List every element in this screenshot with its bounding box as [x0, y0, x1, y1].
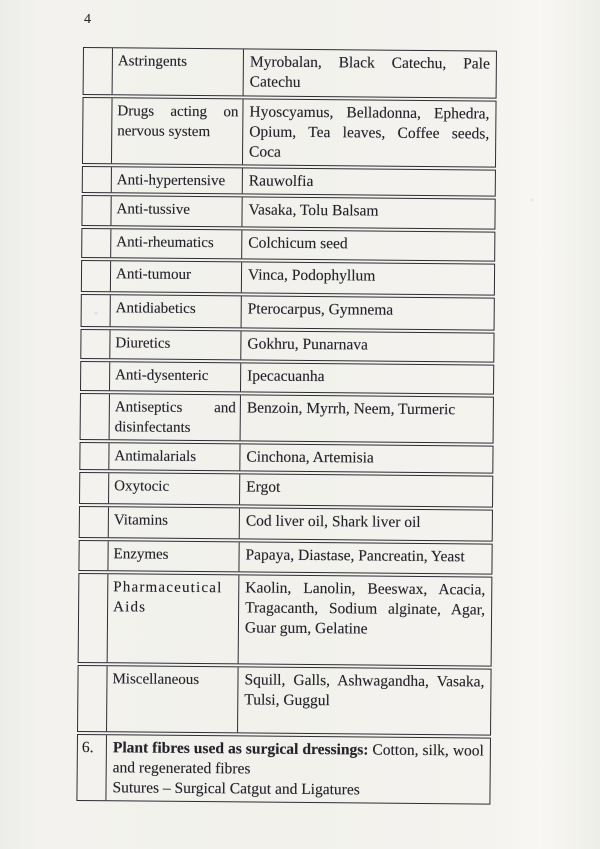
table-row — [81, 228, 495, 262]
category-cell: Anti-rheumatics — [111, 229, 242, 258]
row-number-cell — [81, 362, 110, 390]
category-cell: Anti-tumour — [111, 261, 242, 292]
category-cell: Enzymes — [108, 541, 239, 571]
table-row — [83, 47, 497, 99]
category-cell: Miscellaneous — [107, 666, 239, 732]
row-number-cell — [83, 98, 113, 163]
category-cell: Pharmaceutical Aids — [108, 574, 240, 663]
examples-cell: Ergot — [246, 478, 281, 496]
table-row — [81, 195, 495, 230]
examples-cell: Rauwolfia — [248, 172, 314, 191]
examples-cell: Cod liver oil, Shark liver oil — [245, 512, 421, 531]
examples-cell: Benzoin, Myrrh, Neem, Turmeric — [246, 399, 456, 419]
table-row — [82, 97, 497, 168]
examples-cell: Vasaka, Tolu Balsam — [248, 201, 379, 220]
category-cell: Drugs acting on nervous system — [112, 98, 244, 164]
category-cell: Anti-tussive — [111, 196, 242, 226]
item-6-line1 — [113, 738, 484, 781]
row-number-cell — [81, 394, 110, 439]
table-row — [82, 166, 496, 197]
table-row — [81, 260, 495, 296]
category-cell: Anti-dysenteric — [110, 362, 241, 391]
examples-cell: Ipecacuanha — [247, 367, 325, 386]
item-6-heading: Plant fibres used as surgical dressings: — [112, 739, 369, 759]
row-number-cell — [82, 261, 111, 291]
row-number-cell — [83, 167, 112, 192]
category-cell: Antiseptics and disinfectants — [110, 394, 241, 440]
examples-cell: Cinchona, Artemisia — [246, 448, 374, 467]
table-row — [79, 472, 493, 508]
row-number-cell — [82, 229, 111, 257]
category-cell: Anti-hypertensive — [112, 167, 243, 193]
row-number-cell — [79, 541, 108, 570]
table-body — [77, 47, 497, 736]
item-6-heading-continuation: Cotton, silk, wool and regenerated fibres — [112, 741, 484, 778]
row-number-cell — [78, 666, 108, 731]
examples-cell: Myrobalan, Black Catechu, Pale Catechu — [249, 53, 490, 91]
category-cell: Antimalarials — [109, 443, 240, 470]
item-6-text-cell — [106, 735, 490, 803]
category-cell: Antidiabetics — [111, 295, 242, 327]
table-row — [78, 573, 493, 667]
table-row — [79, 442, 493, 474]
examples-cell: Gokhru, Punarnava — [247, 335, 369, 354]
examples-cell: Pterocarpus, Gymnema — [247, 300, 394, 319]
table-row — [81, 294, 495, 331]
page-number: 4 — [84, 12, 91, 27]
category-cell: Diuretics — [110, 330, 241, 359]
examples-cell: Squill, Galls, Ashwagandha, Vasaka, Tulsi, Guggul — [244, 671, 485, 710]
table-row — [80, 393, 494, 444]
examples-cell: Papaya, Diastase, Pancreatin, Yeast — [245, 546, 465, 566]
table-row — [77, 665, 492, 736]
row-number-cell — [80, 507, 109, 537]
table-row — [79, 506, 493, 542]
item-6-line2: Sutures – Surgical Catgut and Ligatures — [112, 779, 360, 799]
examples-cell: Hyoscyamus, Belladonna, Ephedra, Opium, Tea leaves, Coffee seeds, Coca — [249, 103, 490, 161]
table-row — [78, 540, 492, 575]
row-number-cell — [80, 473, 109, 503]
examples-cell: Vinca, Podophyllum — [247, 266, 376, 285]
category-cell: Oxytocic — [109, 473, 240, 504]
row-number-cell — [82, 196, 111, 225]
row-number-cell — [80, 443, 109, 469]
row-number-cell — [79, 574, 109, 662]
table-row-item-6 — [76, 734, 491, 805]
row-number-cell — [81, 330, 110, 358]
table-row — [80, 361, 494, 395]
drug-sources-table — [76, 47, 497, 805]
table-row — [80, 329, 494, 363]
examples-cell: Colchicum seed — [248, 234, 348, 253]
category-cell: Astringents — [113, 48, 244, 95]
examples-cell: Kaolin, Lanolin, Beeswax, Acacia, Tragacanth, Sodium alginate, Agar, Guar gum, Gelatine — [244, 579, 486, 638]
row-number-cell — [82, 295, 111, 326]
category-cell: Vitamins — [109, 507, 240, 538]
row-number-cell — [84, 48, 113, 94]
item-number-cell: 6. — [77, 735, 107, 800]
